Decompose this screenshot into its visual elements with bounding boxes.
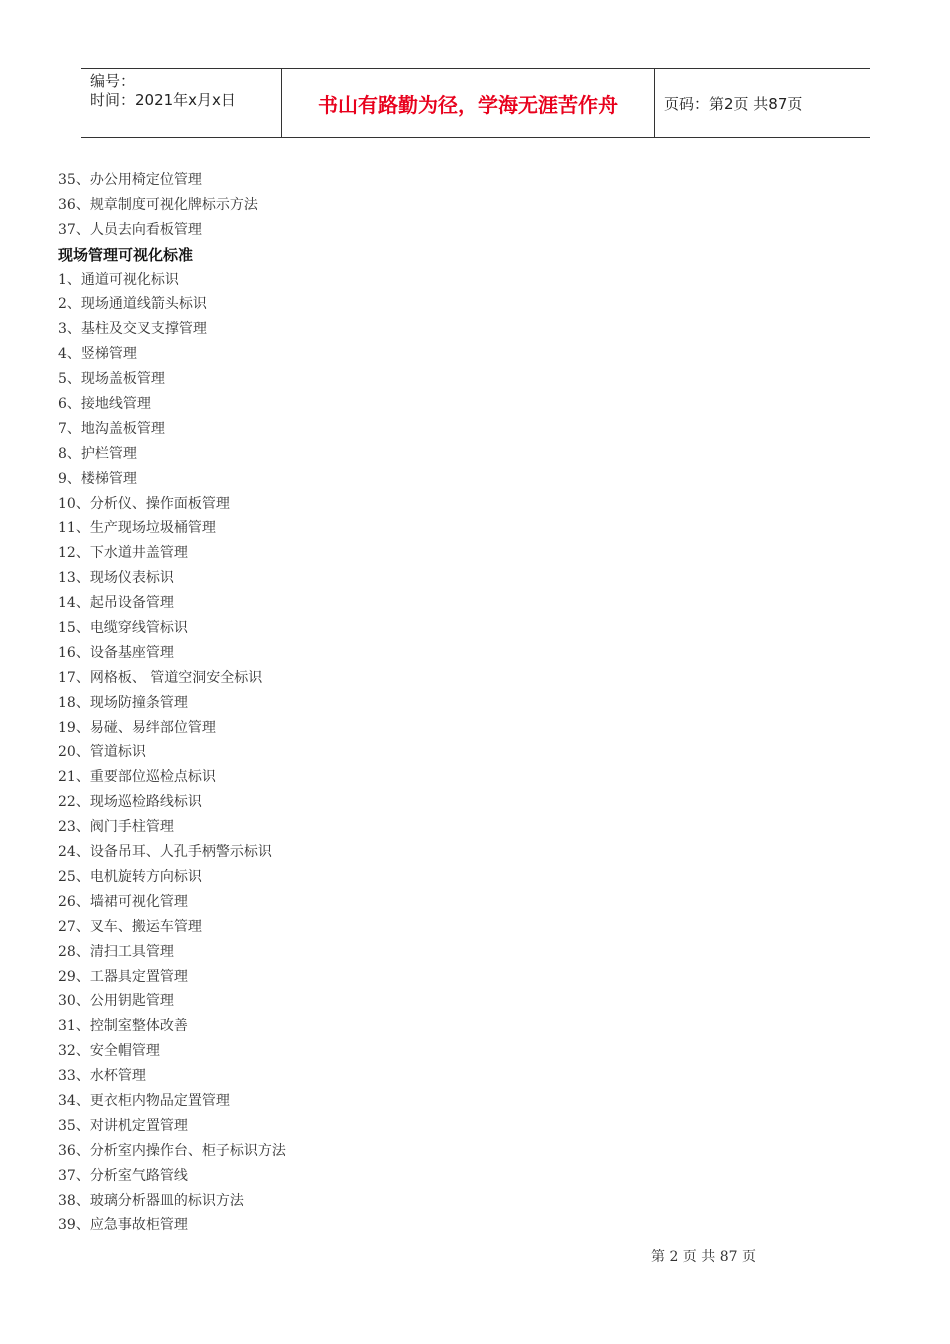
list-item: 5、现场盖板管理 bbox=[58, 371, 165, 388]
header-motto: 书山有路勤为径，学海无涯苦作舟 bbox=[282, 69, 655, 137]
header-page-number: 页码：第2页 共87页 bbox=[664, 94, 803, 113]
list-item: 21、重要部位巡检点标识 bbox=[58, 769, 216, 786]
list-item: 31、控制室整体改善 bbox=[58, 1018, 188, 1035]
list-item: 36、规章制度可视化牌标示方法 bbox=[58, 196, 258, 213]
list-item: 7、地沟盖板管理 bbox=[58, 420, 165, 437]
list-item: 17、网格板、 管道空洞安全标识 bbox=[58, 669, 263, 686]
list-item: 38、玻璃分析器皿的标识方法 bbox=[58, 1192, 244, 1209]
list-item: 11、生产现场垃圾桶管理 bbox=[58, 520, 216, 537]
list-item: 4、竖梯管理 bbox=[58, 346, 137, 363]
list-item: 35、对讲机定置管理 bbox=[58, 1117, 188, 1134]
list-item: 9、楼梯管理 bbox=[58, 470, 137, 487]
list-item: 13、现场仪表标识 bbox=[58, 570, 174, 587]
list-item: 26、墙裙可视化管理 bbox=[58, 893, 188, 910]
standards-list bbox=[58, 268, 286, 1239]
list-item: 24、设备吊耳、人孔手柄警示标识 bbox=[58, 844, 272, 861]
list-item: 37、人员去向看板管理 bbox=[58, 221, 202, 238]
list-item: 32、安全帽管理 bbox=[58, 1043, 160, 1060]
document-body bbox=[58, 168, 286, 1238]
list-item: 36、分析室内操作台、柜子标识方法 bbox=[58, 1142, 286, 1159]
list-item: 6、接地线管理 bbox=[58, 396, 151, 413]
section-title: 现场管理可视化标准 bbox=[58, 245, 194, 264]
list-item: 2、现场通道线箭头标识 bbox=[58, 296, 207, 313]
list-item: 39、应急事故柜管理 bbox=[58, 1217, 188, 1234]
document-number-label: 编号： bbox=[90, 72, 136, 90]
page-footer: 第 2 页 共 87 页 bbox=[651, 1249, 756, 1265]
document-time-label: 时间：2021年x月x日 bbox=[90, 91, 236, 109]
list-item: 37、分析室气路管线 bbox=[58, 1167, 188, 1184]
list-item: 23、阀门手柱管理 bbox=[58, 819, 174, 836]
list-item: 34、更衣柜内物品定置管理 bbox=[58, 1092, 230, 1109]
list-item: 15、电缆穿线管标识 bbox=[58, 620, 188, 637]
list-item: 19、易碰、易绊部位管理 bbox=[58, 719, 216, 736]
list-item: 27、叉车、搬运车管理 bbox=[58, 918, 202, 935]
list-item: 10、分析仪、操作面板管理 bbox=[58, 495, 230, 512]
list-item: 8、护栏管理 bbox=[58, 445, 137, 462]
list-item: 22、现场巡检路线标识 bbox=[58, 794, 202, 811]
list-item: 25、电机旋转方向标识 bbox=[58, 868, 202, 885]
list-item: 29、工器具定置管理 bbox=[58, 968, 188, 985]
list-item: 12、下水道井盖管理 bbox=[58, 545, 188, 562]
page-header bbox=[81, 68, 870, 138]
list-item: 1、通道可视化标识 bbox=[58, 271, 179, 288]
list-item: 3、基柱及交叉支撑管理 bbox=[58, 321, 207, 338]
list-item: 16、设备基座管理 bbox=[58, 644, 174, 661]
list-item: 18、现场防撞条管理 bbox=[58, 694, 188, 711]
list-item: 33、水杯管理 bbox=[58, 1068, 146, 1085]
list-item: 20、管道标识 bbox=[58, 744, 146, 761]
header-info bbox=[81, 69, 282, 137]
list-item: 35、办公用椅定位管理 bbox=[58, 172, 202, 188]
list-item: 14、起吊设备管理 bbox=[58, 595, 174, 612]
list-item: 30、公用钥匙管理 bbox=[58, 993, 174, 1010]
list-item: 28、清扫工具管理 bbox=[58, 943, 174, 960]
